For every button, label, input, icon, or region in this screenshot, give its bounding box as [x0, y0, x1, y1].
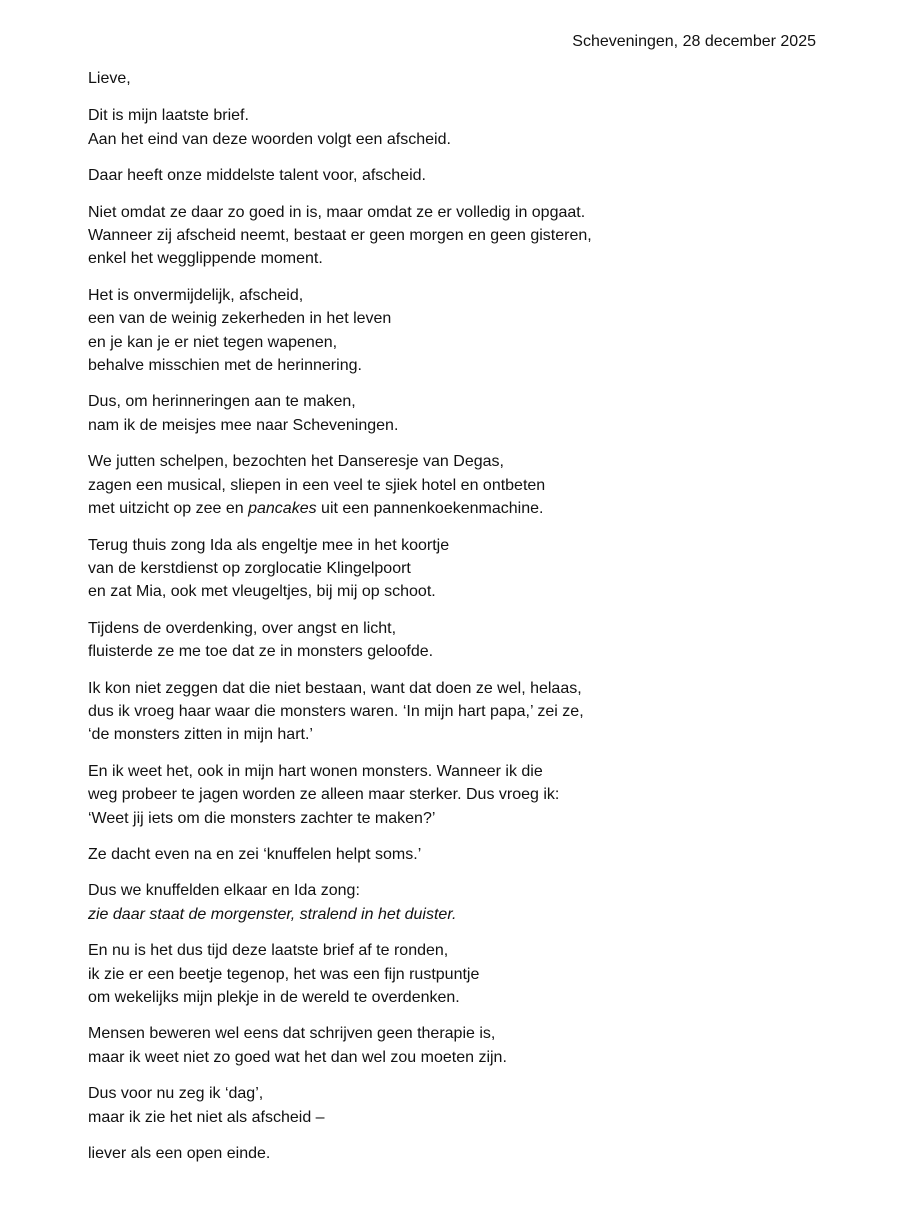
text-line: nam ik de meisjes mee naar Scheveningen. [88, 416, 399, 434]
paragraph [88, 164, 808, 187]
text-line: dus ik vroeg haar waar die monsters waren. ‘In mijn hart papa,’ zei ze, [88, 702, 584, 720]
text-line: om wekelijks mijn plekje in de wereld te overdenken. [88, 989, 460, 1006]
text-line: en je kan je er niet tegen wapenen, [88, 333, 338, 351]
text-line: Mensen beweren wel eens dat schrijven geen therapie is, [88, 1025, 496, 1043]
text-line: liever als een open einde. [88, 1145, 271, 1163]
paragraph [88, 1022, 808, 1069]
text-line: Aan het eind van deze woorden volgt een afscheid. [88, 130, 451, 148]
song-line-italic: zie daar staat de morgenster, stralend in het duister. [88, 905, 457, 923]
paragraph [88, 677, 808, 747]
text-line: en zat Mia, ook met vleugeltjes, bij mij op schoot. [88, 583, 436, 601]
text-line: ik zie er een beetje tegenop, het was een fijn rustpuntje [88, 965, 480, 983]
text-line: Dit is mijn laatste brief. [88, 107, 249, 125]
paragraph [88, 843, 808, 866]
text-line: maar ik zie het niet als afscheid – [88, 1108, 325, 1126]
text-line: We jutten schelpen, bezochten het Danseresje van Degas, [88, 453, 504, 471]
text-line: zagen een musical, sliepen in een veel te sjiek hotel en ontbeten [88, 476, 546, 494]
text-line: Wanneer zij afscheid neemt, bestaat er geen morgen en geen gisteren, [88, 227, 592, 245]
text-line: Het is onvermijdelijk, afscheid, [88, 286, 304, 304]
text-line: enkel het wegglippende moment. [88, 250, 323, 268]
paragraph [88, 879, 808, 926]
text-line: fluisterde ze me toe dat ze in monsters geloofde. [88, 643, 434, 661]
text-line: maar ik weet niet zo goed wat het dan wel zou moeten zijn. [88, 1048, 507, 1066]
text-line: Tijdens de overdenking, over angst en licht, [88, 619, 397, 637]
text-line: een van de weinig zekerheden in het leven [88, 310, 392, 328]
text-line: weg probeer te jagen worden ze alleen maar sterker. Dus vroeg ik: [88, 786, 560, 804]
paragraph [88, 939, 808, 1009]
text-line: ‘de monsters zitten in mijn hart.’ [88, 726, 313, 744]
text-line: Terug thuis zong Ida als engeltje mee in het koortje [88, 536, 450, 554]
text-line: ‘Weet jij iets om die monsters zachter te maken?’ [88, 809, 436, 827]
paragraph [88, 1082, 808, 1129]
paragraph [88, 201, 808, 271]
paragraph [88, 534, 808, 604]
letter-body [88, 67, 808, 1178]
text-line: Dus, om herinneringen aan te maken, [88, 393, 356, 411]
paragraph [88, 760, 808, 830]
italic-word: pancakes [248, 500, 317, 518]
text-line: van de kerstdienst op zorglocatie Klingelpoort [88, 559, 411, 577]
text-line: En ik weet het, ook in mijn hart wonen monsters. Wanneer ik die [88, 762, 543, 780]
paragraph [88, 450, 808, 520]
text-line: behalve misschien met de herinnering. [88, 357, 362, 375]
closing-paragraph [88, 1142, 808, 1165]
paragraph [88, 284, 808, 378]
dateline: Scheveningen, 28 december 2025 [572, 33, 816, 50]
text-line: Dus we knuffelden elkaar en Ida zong: [88, 882, 360, 900]
text-line: En nu is het dus tijd deze laatste brief af te ronden, [88, 942, 449, 960]
paragraph [88, 104, 808, 151]
text-fragment: uit een pannenkoekenmachine. [316, 500, 544, 518]
paragraph [88, 617, 808, 664]
text-line: Ik kon niet zeggen dat die niet bestaan, want dat doen ze wel, helaas, [88, 679, 582, 697]
text-line: Ze dacht even na en zei ‘knuffelen helpt soms.’ [88, 845, 422, 863]
text-line: Dus voor nu zeg ik ‘dag’, [88, 1085, 264, 1103]
salutation-line: Lieve, [88, 70, 131, 87]
text-line: Daar heeft onze middelste talent voor, afscheid. [88, 167, 426, 185]
text-line-mixed [88, 497, 808, 520]
text-line: Niet omdat ze daar zo goed in is, maar omdat ze er volledig in opgaat. [88, 203, 586, 221]
paragraph [88, 390, 808, 437]
salutation [88, 67, 808, 90]
text-fragment: met uitzicht op zee en [88, 500, 249, 518]
